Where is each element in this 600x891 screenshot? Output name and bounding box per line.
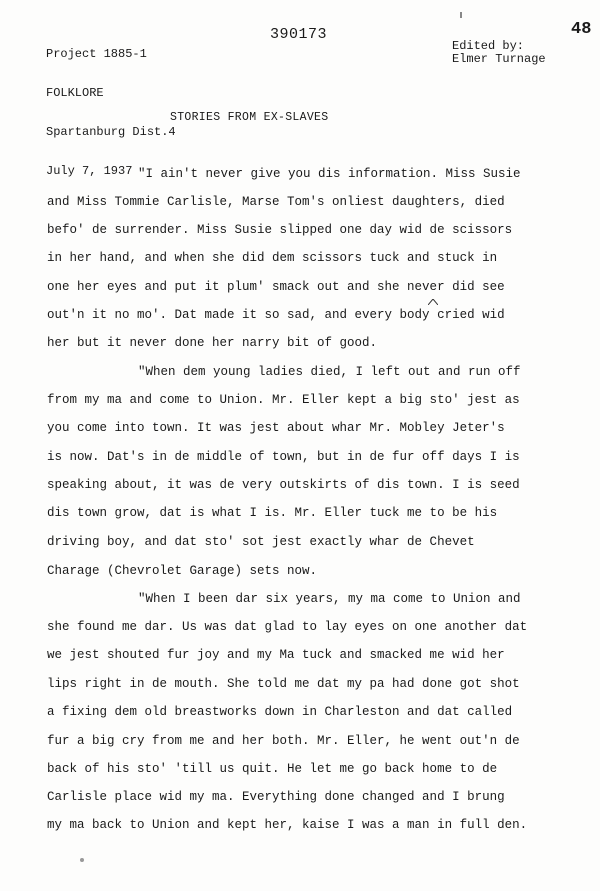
insertion-caret-mark: [428, 299, 438, 305]
text-line: "I ain't never give you dis information. Miss Susie: [138, 167, 521, 181]
text-line: a fixing dem old breastworks down in Charleston and dat called: [47, 705, 513, 719]
stray-mark: [460, 12, 462, 18]
text-line: driving boy, and dat sto' sot jest exactly whar de Chevet: [47, 535, 475, 549]
text-line: in her hand, and when she did dem scissors tuck and stuck in: [47, 251, 498, 265]
text-line: Carlisle place wid my ma. Everything done changed and I brung: [47, 790, 505, 804]
text-line: out'n it no mo'. Dat made it so sad, and every body cried wid: [47, 308, 505, 322]
text-line: speaking about, it was de very outskirts of dis town. I is seed: [47, 478, 520, 492]
text-line: "When dem young ladies died, I left out and run off: [138, 365, 521, 379]
date-line: July 7, 1937: [46, 164, 133, 178]
text-line: from my ma and come to Union. Mr. Eller kept a big sto' jest as: [47, 393, 520, 407]
document-title: STORIES FROM EX-SLAVES: [170, 111, 329, 124]
text-line: my ma back to Union and kept her, kaise I was a man in full den.: [47, 818, 528, 832]
stray-mark: [80, 858, 84, 862]
district-line: Spartanburg Dist.4: [46, 125, 176, 139]
text-line: back of his sto' 'till us quit. He let me go back home to de: [47, 762, 498, 776]
text-line: Charage (Chevrolet Garage) sets now.: [47, 564, 318, 578]
editor-block: [452, 40, 546, 66]
editor-name: Elmer Turnage: [452, 52, 546, 66]
edited-by-label: Edited by:: [452, 39, 525, 53]
folklore-line: FOLKLORE: [46, 86, 104, 100]
text-line: we jest shouted fur joy and my Ma tuck and smacked me wid her: [47, 648, 505, 662]
text-line: she found me dar. Us was dat glad to lay eyes on one another dat: [47, 620, 528, 634]
text-line: her but it never done her narry bit of good.: [47, 336, 378, 350]
text-line: dis town grow, dat is what I is. Mr. Eller tuck me to be his: [47, 506, 498, 520]
text-line: "When I been dar six years, my ma come to Union and: [138, 592, 521, 606]
text-line: befo' de surrender. Miss Susie slipped one day wid de scissors: [47, 223, 513, 237]
text-line: one her eyes and put it plum' smack out and she never did see: [47, 280, 505, 294]
document-number: 390173: [270, 26, 328, 43]
text-line: lips right in de mouth. She told me dat my pa had done got shot: [47, 677, 520, 691]
text-line: you come into town. It was jest about whar Mr. Mobley Jeter's: [47, 421, 505, 435]
page-number: 48: [571, 20, 592, 39]
text-line: fur a big cry from me and her both. Mr. Eller, he went out'n de: [47, 734, 520, 748]
text-line: and Miss Tommie Carlisle, Marse Tom's onliest daughters, died: [47, 195, 505, 209]
project-line: Project 1885-1: [46, 47, 147, 61]
text-line: is now. Dat's in de middle of town, but in de fur off days I is: [47, 450, 520, 464]
